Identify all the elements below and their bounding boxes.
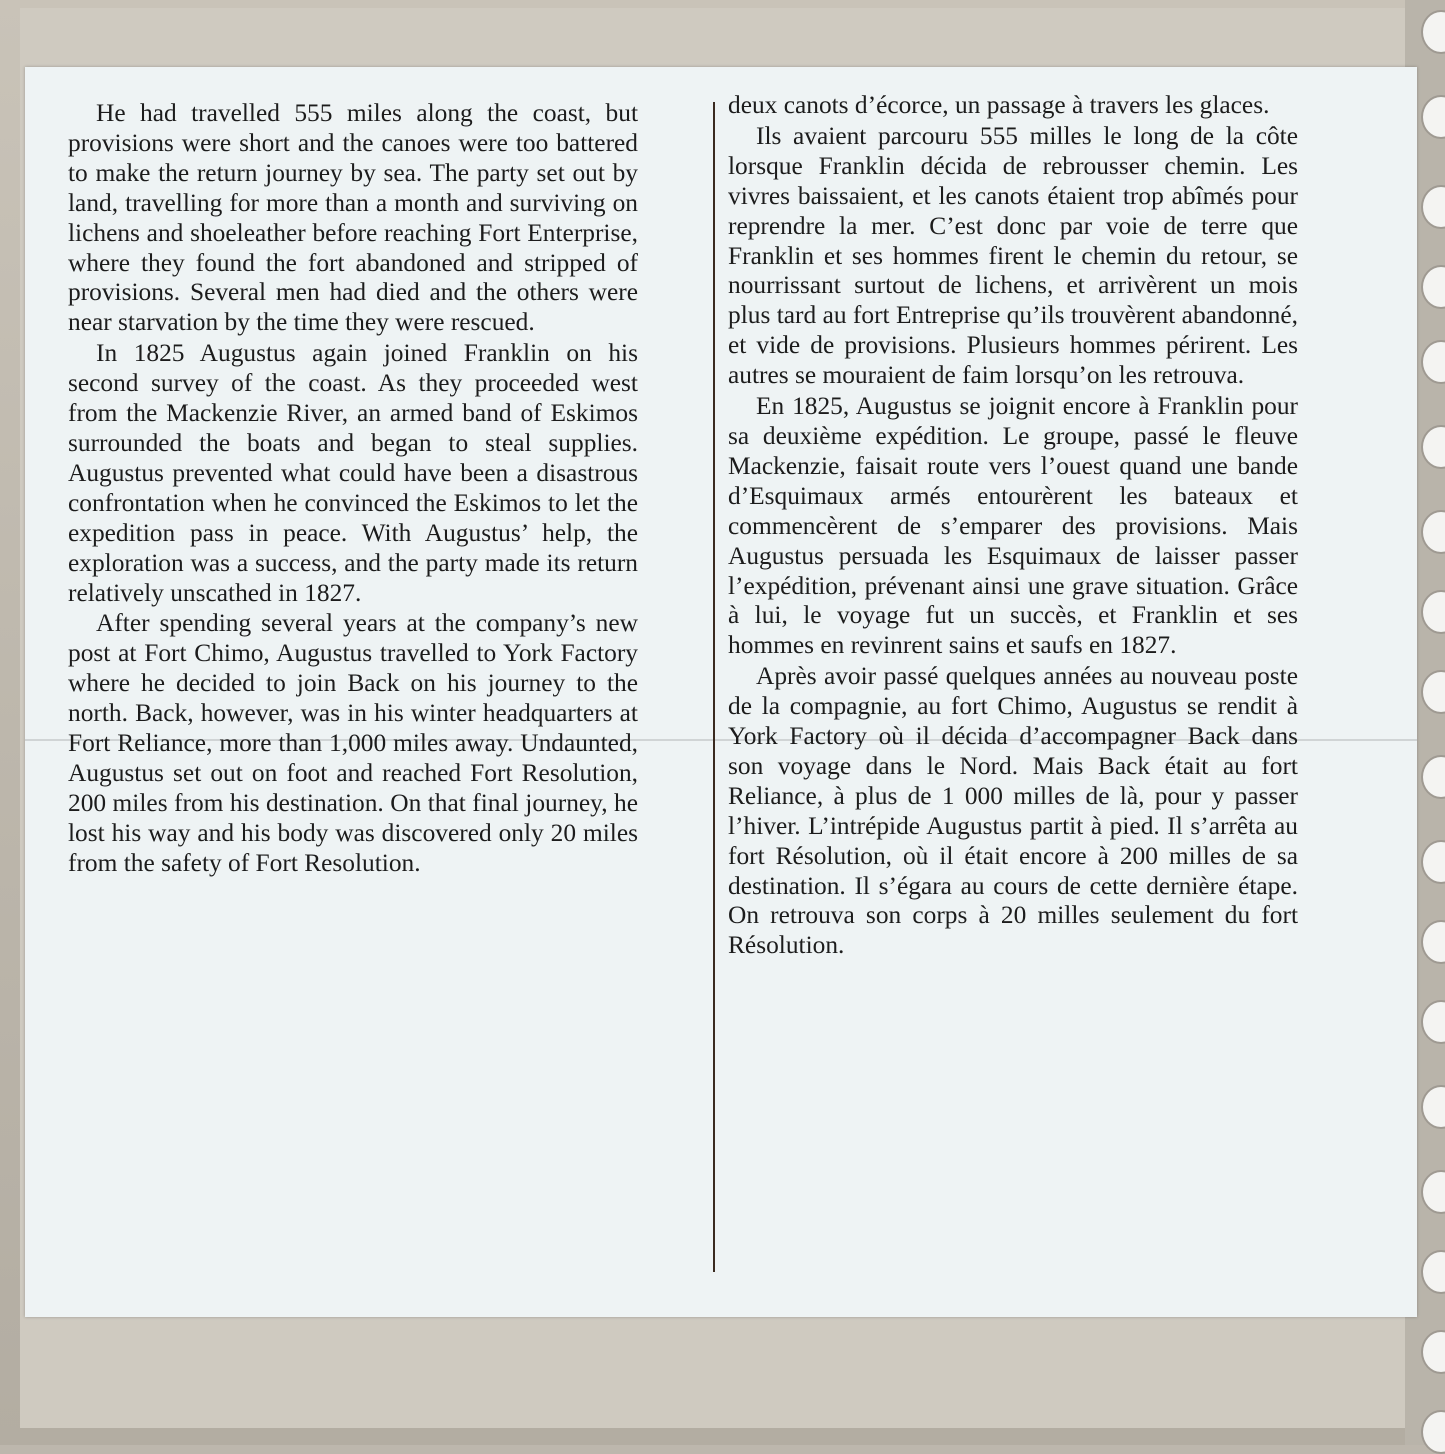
english-paragraph-3: After spending several years at the company’s new post at Fort Chimo, Augustus travelled to York Factory where he decided to join Back on his journey to the north. Back, however, was in his winter headquarters at Fort Reliance, more than 1,000 miles away. Undaunted, Augustus set out on foot and reached Fort Resolution, 200 miles from his destination. On that final journey, he lost his way and his body was discovered only 20 miles from the safety of Fort Resolution. — [68, 609, 638, 877]
french-paragraph-3: En 1825, Augustus se joignit encore à Franklin pour sa deuxième expédition. Le groupe, passé le fleuve Mackenzie, faisait route vers l’ouest quand une bande d’Esquimaux armés entourèrent les bateaux et commencèrent de s’emparer des provisions. Mais Augustus persuada les Esquimaux de laisser passer l’expédition, prévenant ainsi une grave situation. Grâce à lui, le voyage fut un succès, et Franklin et ses hommes en revinrent sains et saufs en 1827. — [728, 392, 1298, 660]
french-paragraph-2: Ils avaient parcouru 555 milles le long de la côte lorsque Franklin décida de rebrousser chemin. Les vivres baissaient, et les canots étaient trop abîmés pour reprendre la mer. C’est donc par voie de terre que Franklin et ses hommes firent le chemin du retour, se nourrissant surtout de lichens, et arrivèrent un mois plus tard au fort Entreprise qu’ils trouvèrent abandonné, et vide de provisions. Plusieurs hommes périrent. Les autres se mouraient de faim lorsqu’on les retrouva. — [728, 121, 1298, 390]
binder-ring — [1421, 755, 1445, 799]
french-paragraph-4: Après avoir passé quelques années au nouveau poste de la compagnie, au fort Chimo, Augustus se rendit à York Factory où il décida d’accompagner Back dans son voyage dans le Nord. Mais Back était au fort Reliance, à plus de 1 000 milles de là, pour y passer l’hiver. L’intrépide Augustus partit à pied. Il s’arrêta au fort Résolution, où il était encore à 200 milles de sa destination. Il s’égara au cours de cette dernière étape. On retrouva son corps à 20 milles seulement du fort Résolution. — [728, 662, 1298, 960]
binder-ring — [1421, 1085, 1445, 1129]
binder-ring — [1421, 340, 1445, 384]
binder-ring — [1421, 185, 1445, 229]
binder-ring — [1421, 1330, 1445, 1374]
english-paragraph-2: In 1825 Augustus again joined Franklin on his second survey of the coast. As they proceeded west from the Mackenzie River, an armed band of Eskimos surrounded the boats and began to steal supplies. Augustus prevented what could have been a disastrous confrontation when he convinced the Eskimos to let the expedition pass in peace. With Augustus’ help, the exploration was a success, and the party made its return relatively unscathed in 1827. — [68, 339, 638, 607]
column-divider — [713, 102, 715, 1272]
binder-ring — [1421, 670, 1445, 714]
english-paragraph-1: He had travelled 555 miles along the coast, but provisions were short and the canoes were too battered to make the return journey by sea. The party set out by land, travelling for more than a month and surviving on lichens and shoeleather before reaching Fort Enterprise, where they found the fort abandoned and stripped of provisions. Several men had died and the others were near starvation by the time they were rescued. — [68, 99, 638, 337]
binder-ring — [1421, 1170, 1445, 1214]
binder-ring — [1421, 425, 1445, 469]
binder-ring — [1421, 265, 1445, 309]
binder-ring — [1421, 1250, 1445, 1294]
binder-ring — [1421, 10, 1445, 54]
binder-ring — [1421, 95, 1445, 139]
binder-ring — [1421, 1000, 1445, 1044]
binder-ring — [1421, 1410, 1445, 1454]
binder-ring — [1421, 590, 1445, 634]
binder-ring — [1421, 510, 1445, 554]
english-column — [68, 99, 638, 879]
french-paragraph-1: deux canots d’écorce, un passage à travers les glaces. — [728, 91, 1270, 119]
binder-ring — [1421, 920, 1445, 964]
binder-ring — [1421, 840, 1445, 884]
french-column — [728, 91, 1298, 961]
